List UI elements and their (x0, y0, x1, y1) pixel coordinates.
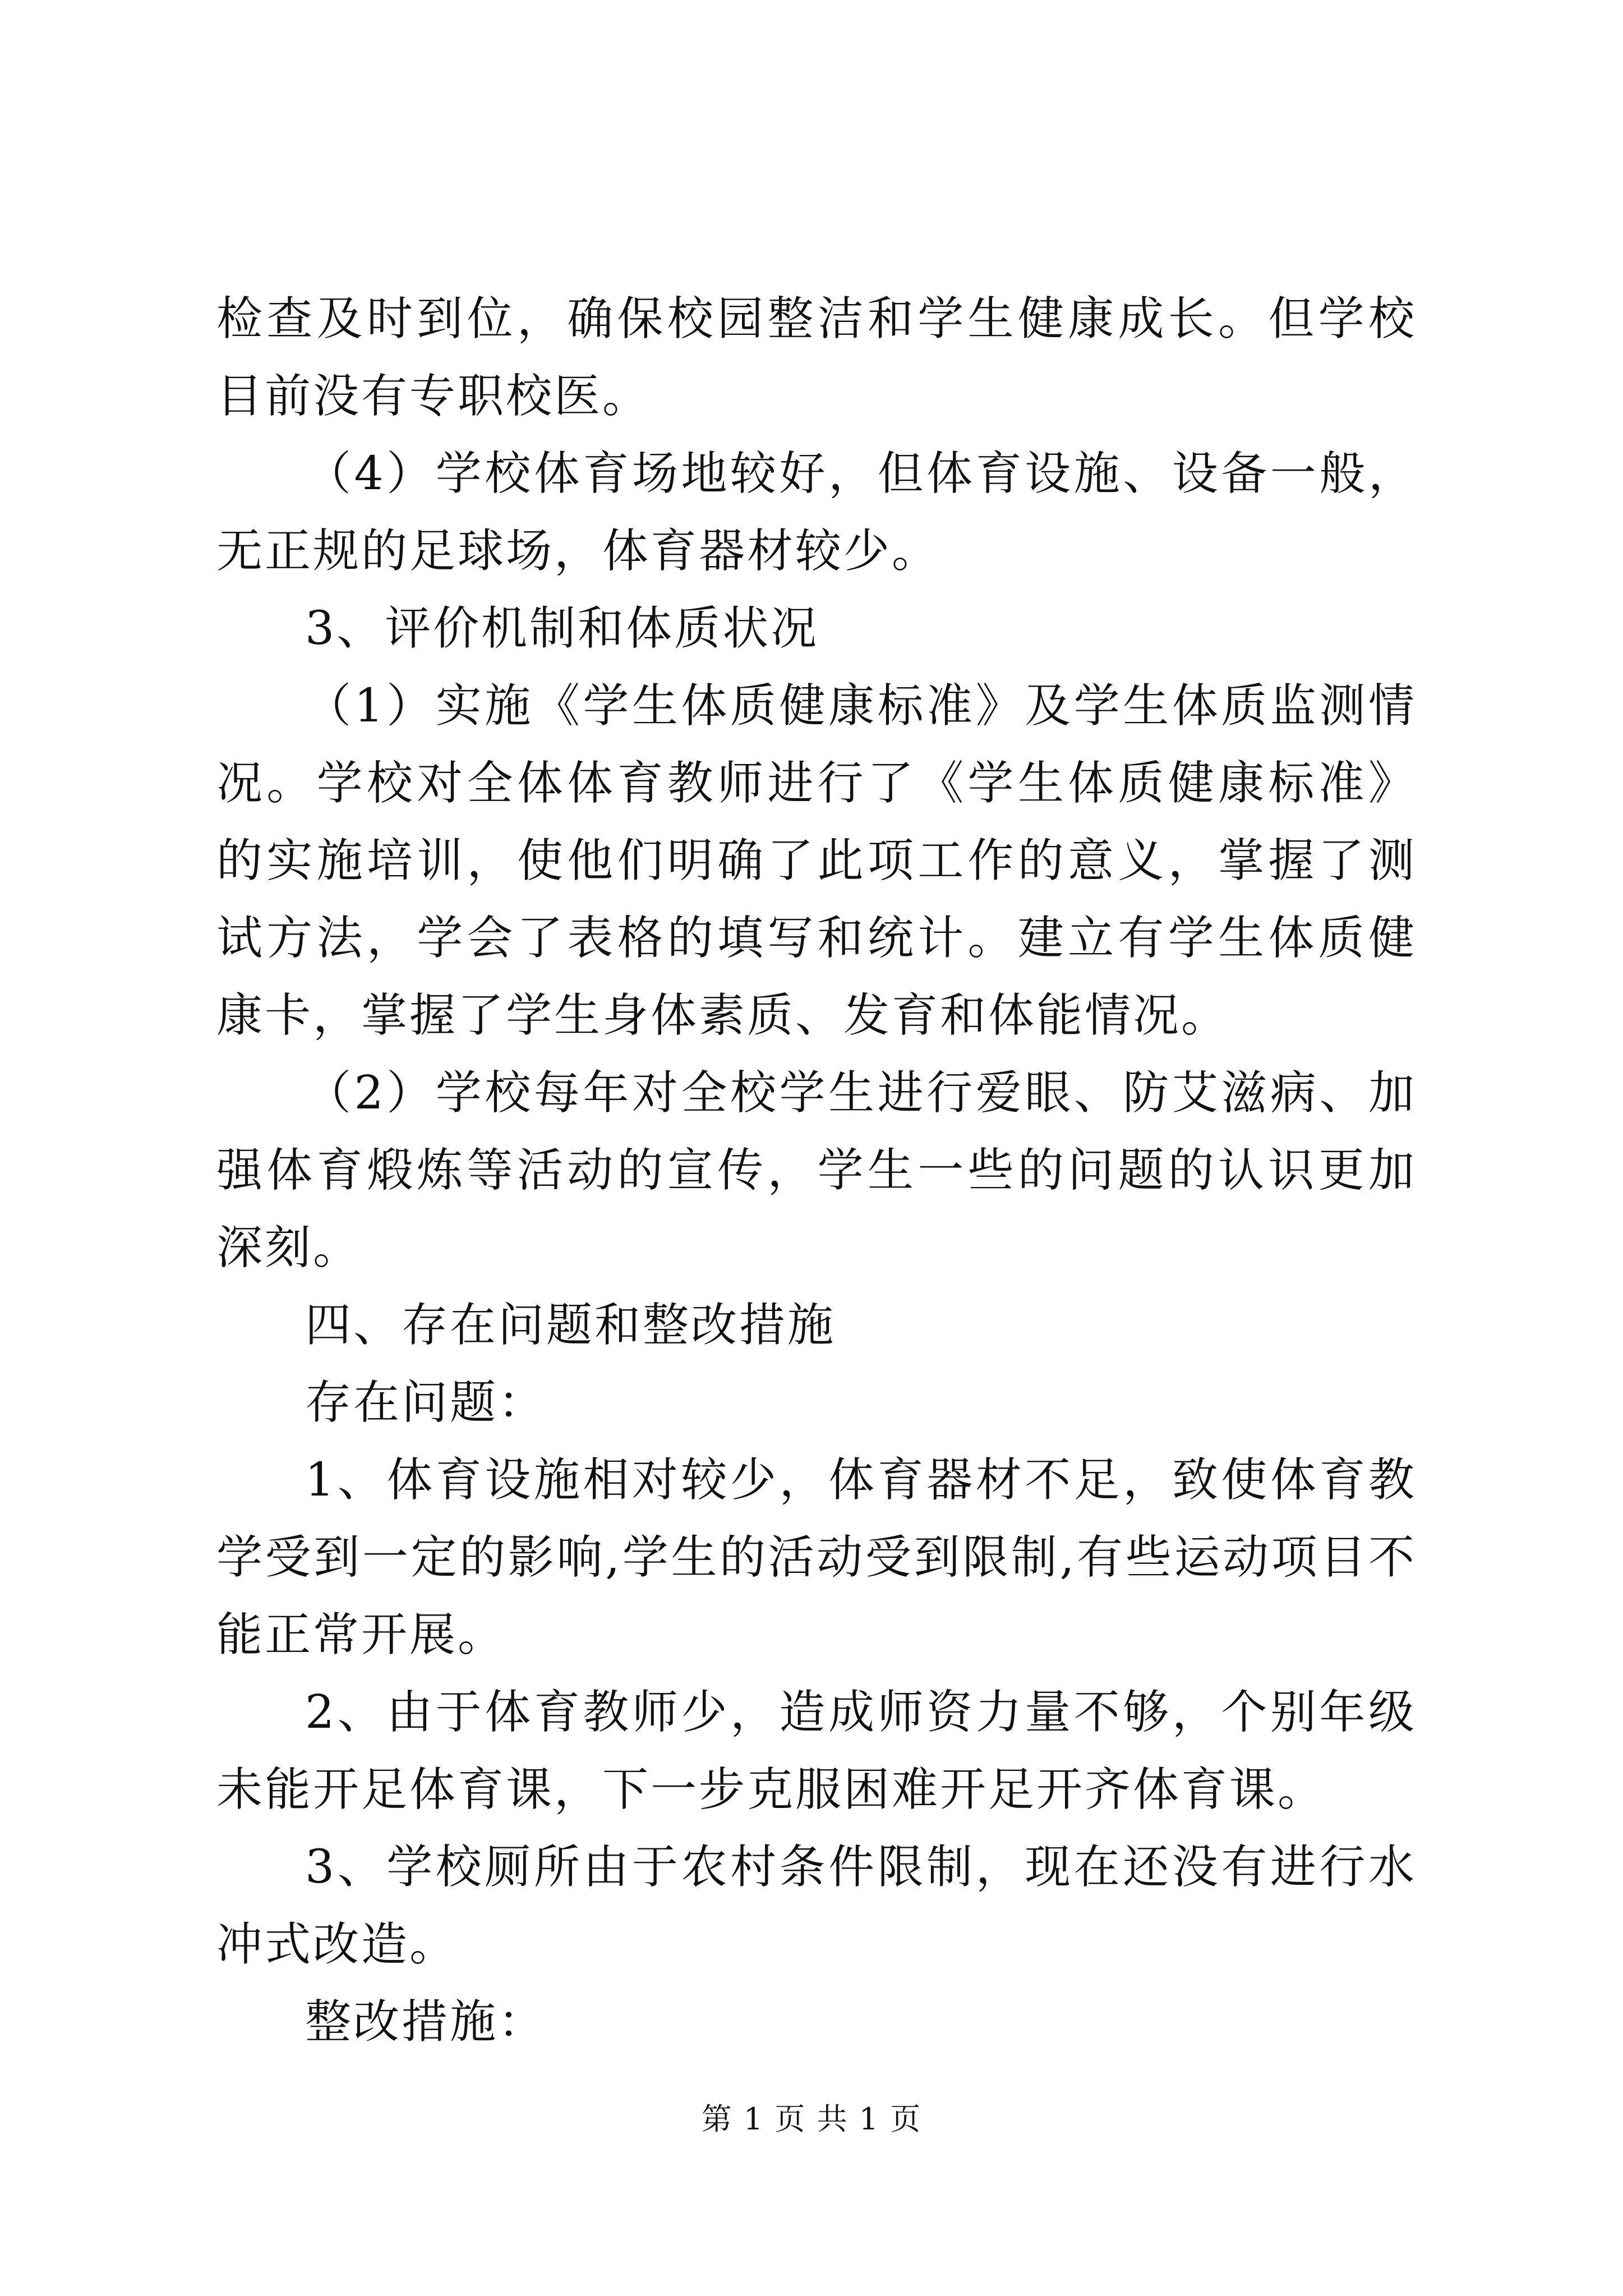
page-footer: 第 1 页 共 1 页 (701, 2101, 922, 2137)
problem-item-3: 3、学校厕所由于农村条件限制，现在还没有进行水冲式改造。 (216, 1841, 1417, 1971)
problem-item-1: 1、体育设施相对较少，体育器材不足，致使体育教学受到一定的影响,学生的活动受到限制,有些运动项目不能正常开展。 (216, 1453, 1417, 1662)
paragraph-3: （1）实施《学生体质健康标准》及学生体质监测情况。学校对全体体育教师进行了《学生体质健康标准》的实施培训，使他们明确了此项工作的意义，掌握了测试方法，学会了表格的填写和统计。建立有学生体质健康卡，掌握了学生身体素质、发育和体能情况。 (216, 679, 1417, 1042)
paragraph-2: （4）学校体育场地较好，但体育设施、设备一般，无正规的足球场，体育器材较少。 (216, 447, 1417, 578)
problem-item-2: 2、由于体育教师少，造成师资力量不够，个别年级未能开足体育课，下一步克服困难开足开齐体育课。 (216, 1686, 1417, 1816)
subheading-problems: 存在问题： (305, 1376, 547, 1429)
section-heading-evaluation: 3、评价机制和体质状况 (305, 602, 819, 655)
section-heading-problems: 四、存在问题和整改措施 (305, 1299, 836, 1352)
subheading-measures: 整改措施： (305, 1995, 547, 2049)
paragraph-4: （2）学校每年对全校学生进行爱眼、防艾滋病、加强体育煅炼等活动的宣传，学生一些的问题的认识更加深刻。 (216, 1066, 1417, 1274)
paragraph-1: 检查及时到位，确保校园整洁和学生健康成长。但学校目前没有专职校医。 (216, 292, 1417, 423)
document-body (216, 280, 1417, 2061)
